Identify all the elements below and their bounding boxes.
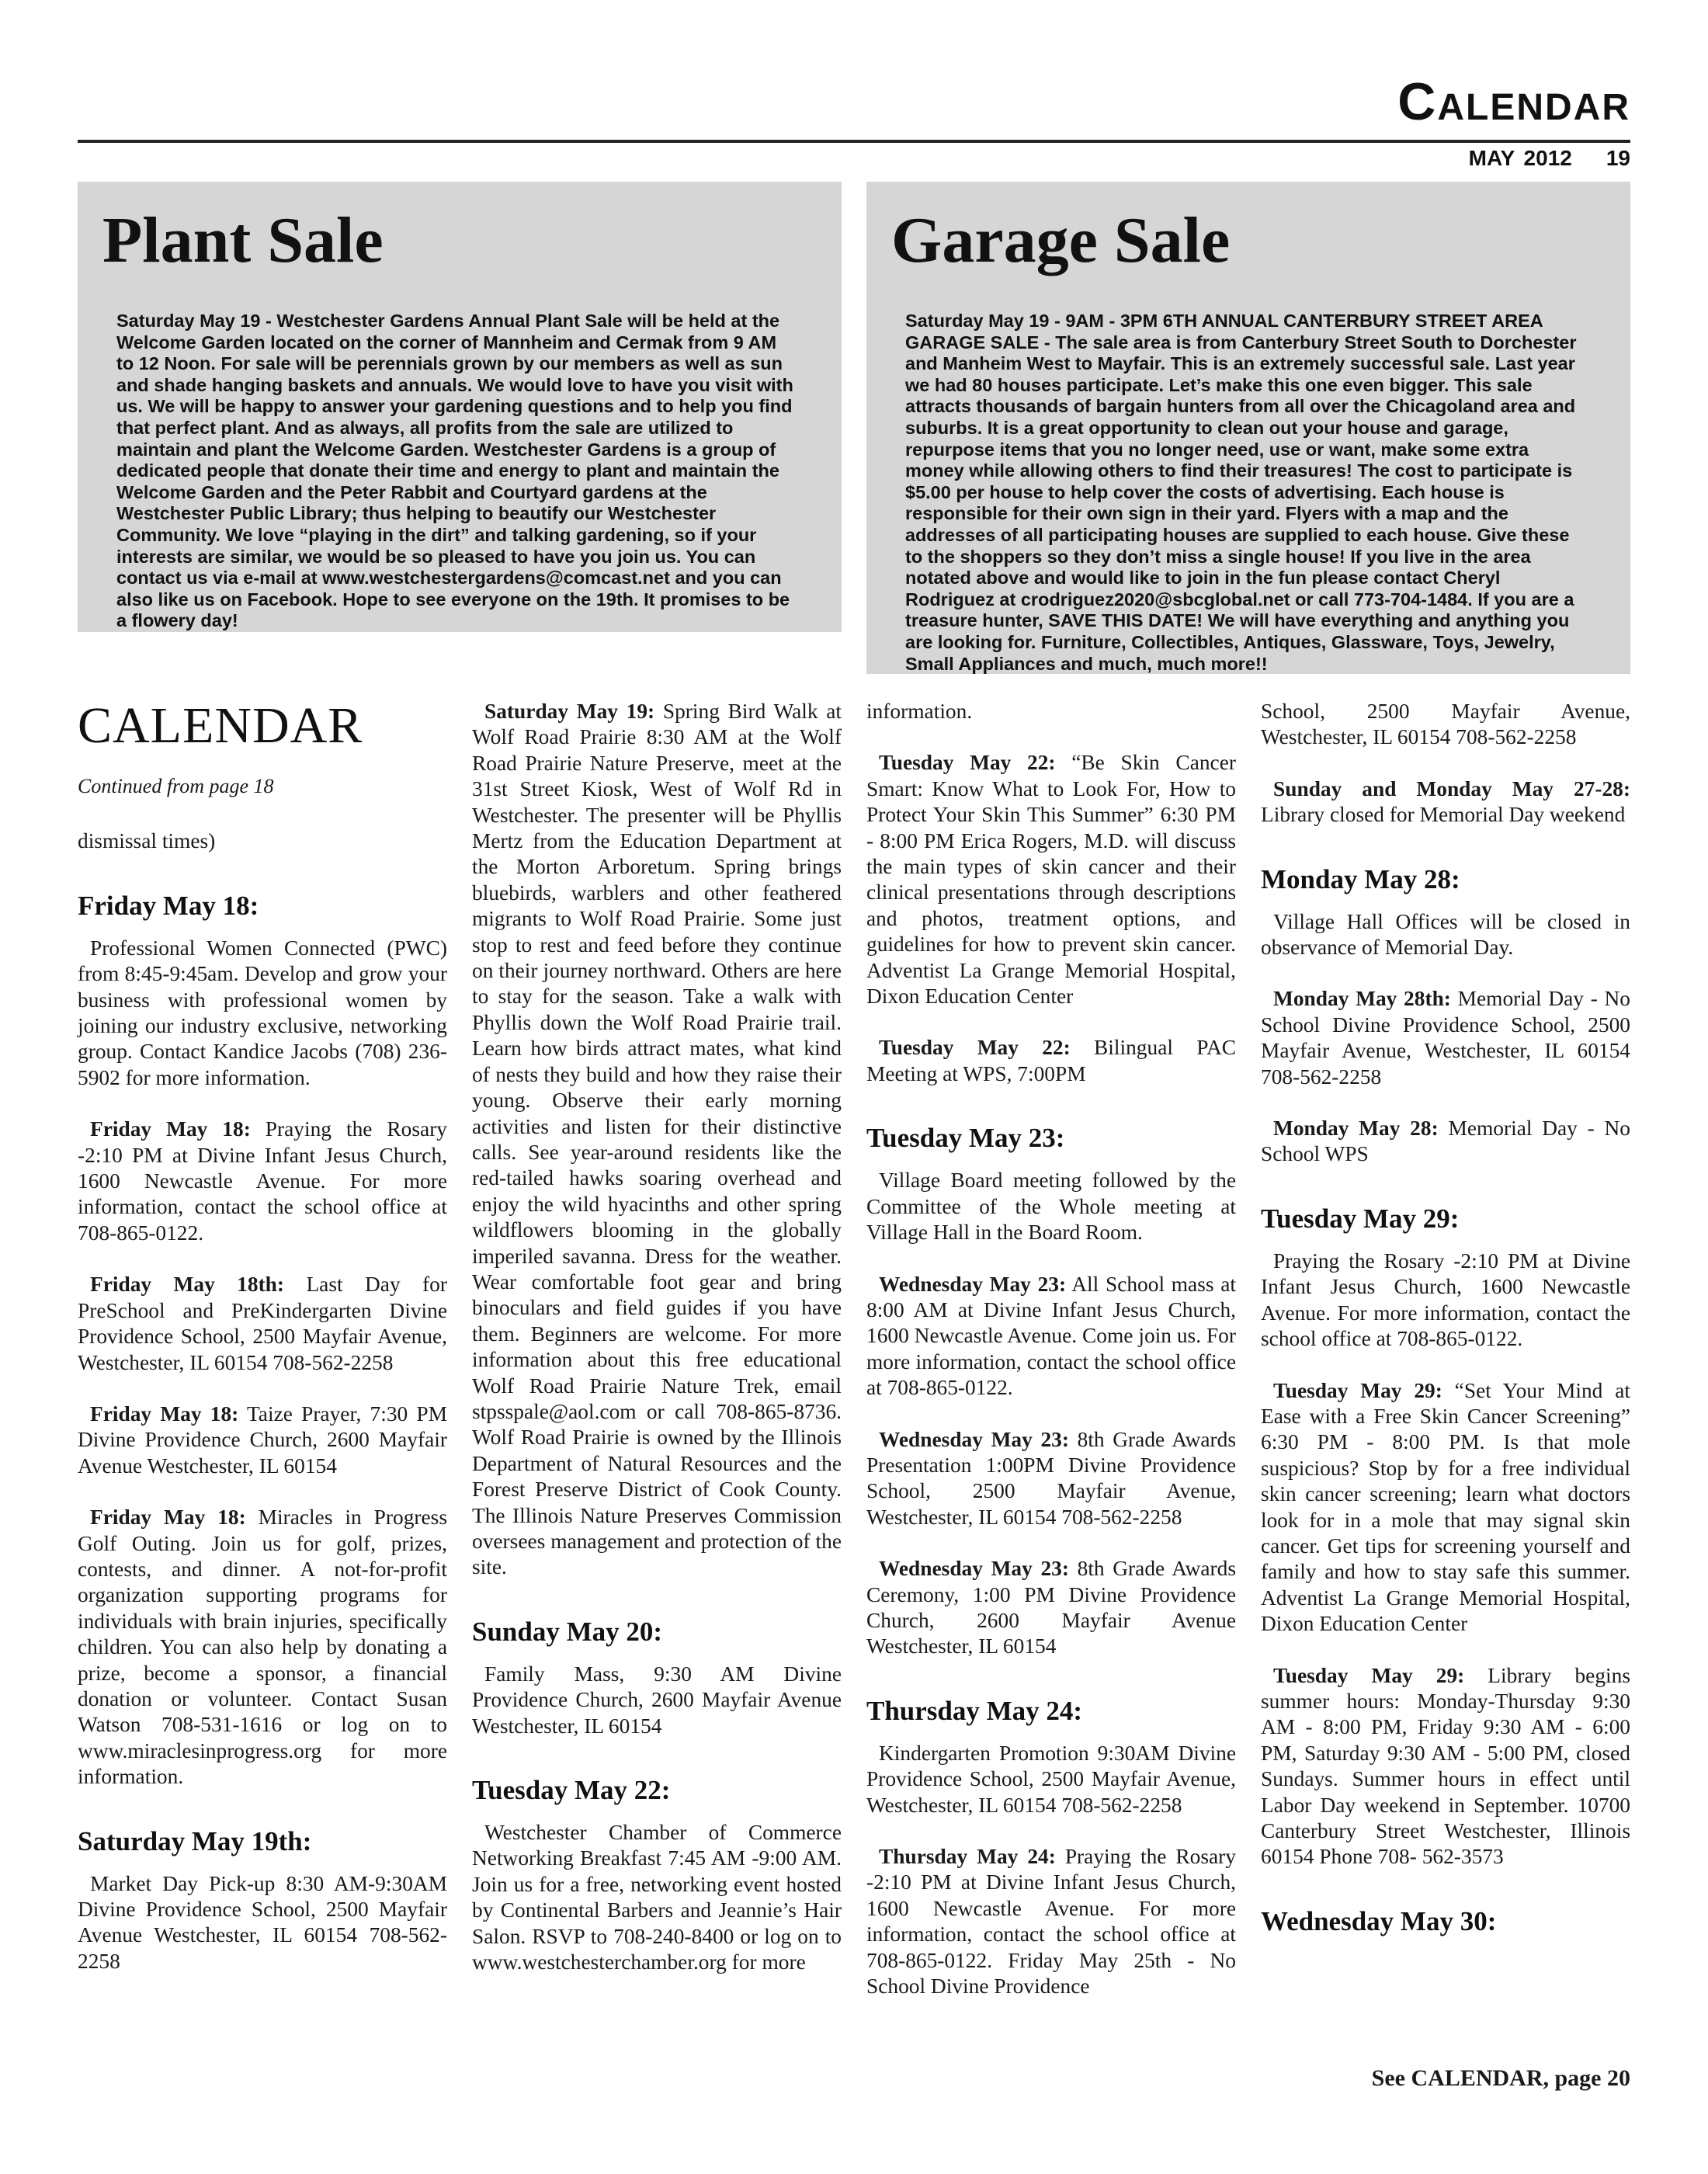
event-item (866, 750, 1236, 1009)
issue-date: MAY 2012 (1468, 146, 1572, 170)
heading-thursday-may-24: Thursday May 24: (866, 1695, 1083, 1726)
event-date: Friday May 18: (90, 1401, 239, 1426)
event-text: 8th Grade Awards Ceremony, 1:00 PM Divine Providence Church, 2600 Mayfair Avenue Westchester, IL 60154 (866, 1557, 1236, 1658)
plant-sale-box (78, 182, 842, 632)
event-text: Miracles in Progress Golf Outing. Join us for golf, prizes, contests, and dinner. A not-for-profit organization supporting programs for individuals with brain injuries, specifically children. You can also help by donating a prize, become a sponsor, a financial donation or volunteer. Contact Susan Watson 708-531-1616 or log on to www.miraclesinprogress.org for more information. (78, 1505, 447, 1789)
heading-sunday-may-20: Sunday May 20: (472, 1616, 663, 1647)
event-date: Sunday and Monday May 27-28: (1273, 776, 1630, 800)
event-item (1261, 986, 1630, 1090)
event-continuation: School, 2500 Mayfair Avenue, Westchester, IL 60154 708-562-2258 (1261, 700, 1630, 749)
event-date: Saturday May 19: (484, 700, 655, 723)
event-text: Last Day for PreSchool and PreKindergarten Divine Providence School, 2500 Mayfair Avenue, Westchester, IL 60154 708-562-2258 (78, 1273, 447, 1374)
event-item (866, 1272, 1236, 1401)
event-date: Friday May 18th: (90, 1273, 285, 1297)
event-date: Wednesday May 23: (879, 1272, 1067, 1296)
plant-sale-body: Saturday May 19 - Westchester Gardens Annual Plant Sale will be held at the Welcome Garden located on the corner of Mannheim and Cermak from 9 AM to 12 Noon. For sale will be perennials grown by our members as well as sun and shade hanging baskets and annuals. We would love to have you visit with us. We will be happy to answer your gardening questions and to help you find that perfect plant. And as always, all profits from the sale are utilized to maintain and plant the Welcome Garden. Westchester Gardens is a group of dedicated people that donate their time and energy to plant and maintain the Welcome Garden and the Peter Rabbit and Courtyard gardens at the Westchester Public Library; thus helping to beautify our Westchester Community. We love “playing in the dirt” and talking gardening, so if your interests are similar, we would be so pleased to have you join us. You can contact us via e-mail at www.westchestergardens@comcast.net and you can also like us on Facebook. Hope to see everyone on the 19th. It promises to be a flowery day! (116, 311, 793, 631)
event-item (1261, 776, 1630, 828)
calendar-title: CALENDAR (78, 697, 363, 754)
calendar-column-2 (472, 699, 842, 2001)
event-date: Tuesday May 22: (879, 751, 1056, 775)
event-item: Village Hall Offices will be closed in observance of Memorial Day. (1261, 909, 1630, 960)
event-item: Westchester Chamber of Commerce Networking Breakfast 7:45 AM -9:00 AM. Join us for a free, networking event hosted by Continental Barbers and Jeannie’s Hair Salon. RSVP to 708-240-8400 or log on to www.westchesterchamber.org for more (472, 1821, 842, 1974)
event-text: Taize Prayer, 7:30 PM Divine Providence Church, 2600 Mayfair Avenue Westchester, IL 60154 (78, 1401, 447, 1478)
calendar-column-4 (1261, 699, 1630, 1951)
heading-tuesday-may-23: Tuesday May 23: (866, 1123, 1065, 1154)
event-date: Friday May 18: (90, 1117, 251, 1141)
event-date: Thursday May 24: (879, 1845, 1056, 1868)
event-item (1261, 1663, 1630, 1870)
event-item (472, 699, 842, 1581)
heading-tuesday-may-22: Tuesday May 22: (472, 1775, 671, 1806)
event-date: Friday May 18: (90, 1505, 246, 1530)
event-text: Praying the Rosary -2:10 PM at Divine Infant Jesus Church, 1600 Newcastle Avenue. For more information, contact the school office at 708-865-0122. (78, 1117, 448, 1245)
heading-wednesday-may-30: Wednesday May 30: (1261, 1905, 1497, 1936)
event-text: 8th Grade Awards Presentation 1:00PM Divine Providence School, 2500 Mayfair Avenue, Westchester, IL 60154 708-562-2258 (866, 1427, 1236, 1529)
event-date: Tuesday May 29: (1273, 1378, 1442, 1402)
event-item (78, 1272, 447, 1376)
section-title: Calendar (1397, 72, 1630, 131)
heading-monday-may-28: Monday May 28: (1261, 863, 1460, 894)
heading-friday-may-18: Friday May 18: (78, 890, 259, 921)
event-item: Village Board meeting followed by the Committee of the Whole meeting at Village Hall in the Board Room. (866, 1169, 1236, 1245)
event-item (78, 1117, 447, 1246)
event-item: Praying the Rosary -2:10 PM at Divine Infant Jesus Church, 1600 Newcastle Avenue. For more information, contact the school office at 708-865-0122. (1261, 1248, 1630, 1351)
page-number: 19 (1606, 146, 1630, 170)
calendar-column-3 (866, 699, 1236, 2025)
event-item (866, 1844, 1236, 1999)
calendar-column-1 (78, 699, 447, 2000)
event-text: Library closed for Memorial Day weekend (1261, 803, 1626, 827)
event-text: Memorial Day - No School WPS (1261, 1117, 1631, 1166)
event-date: Wednesday May 23: (879, 1557, 1069, 1581)
issue-line (1469, 146, 1630, 171)
heading-saturday-may-19th: Saturday May 19th: (78, 1825, 312, 1856)
event-date: Monday May 28: (1273, 1117, 1439, 1141)
event-item (866, 1556, 1236, 1660)
event-date: Tuesday May 29: (1273, 1663, 1465, 1687)
continued-note: Continued from page 18 (78, 775, 274, 797)
event-text: Praying the Rosary -2:10 PM at Divine Infant Jesus Church, 1600 Newcastle Avenue. For more information, contact the school office at 708-865-0122. Friday May 25th - No School Divine Providence (866, 1845, 1236, 1999)
event-item: Market Day Pick-up 8:30 AM-9:30AM Divine Providence School, 2500 Mayfair Avenue Westchester, IL 60154 708-562-2258 (78, 1871, 447, 1973)
garage-sale-title: Garage Sale (891, 204, 1231, 276)
heading-tuesday-may-29: Tuesday May 29: (1261, 1203, 1460, 1234)
event-item: Professional Women Connected (PWC) from 8:45-9:45am. Develop and grow your business with professional women by joining our industry exclusive, networking group. Contact Kandice Jacobs (708) 236-5902 for more information. (78, 936, 447, 1089)
garage-sale-body: Saturday May 19 - 9AM - 3PM 6TH ANNUAL CANTERBURY STREET AREA GARAGE SALE - The sale area is from Canterbury Street South to Dorchester and Manheim West to Mayfair. This is an extremely successful sale. Last year we had 80 houses participate. Let’s make this one even bigger. This sale attracts thousands of bargain hunters from all over the Chicagoland area and suburbs. It is a great opportunity to clean out your house and garage, repurpose items that you no longer need, use or want, make some extra money while allowing others to find their treasures! The cost to participate is $5.00 per house to help cover the costs of advertising. Each house is responsible for their own sign in their yard. Flyers with a map and the addresses of all participating houses are supplied to each house. Give these to the shoppers so they don’t miss a single house! If you live in the area notated above and would like to join in the fun please contact Cheryl Rodriguez at crodriguez2020@sbcglobal.net or call 773-704-1484. If you are a treasure hunter, SAVE THIS DATE! We will have everything and anything you are looking for. Furniture, Collectibles, Antiques, Glassware, Toys, Jewelry, Small Appliances and much, much more!! (905, 311, 1577, 674)
event-item (866, 1035, 1236, 1087)
garage-sale-box (866, 182, 1630, 674)
event-text: Memorial Day - No School Divine Providence School, 2500 Mayfair Avenue, Westchester, IL 60154 708-562-2258 (1261, 987, 1630, 1089)
event-item (1261, 1378, 1630, 1637)
event-item: Kindergarten Promotion 9:30AM Divine Providence School, 2500 Mayfair Avenue, Westchester, IL 60154 708-562-2258 (866, 1741, 1236, 1817)
event-item: Family Mass, 9:30 AM Divine Providence Church, 2600 Mayfair Avenue Westchester, IL 60154 (472, 1662, 842, 1738)
event-text: Library begins summer hours: Monday-Thursday 9:30 AM - 8:00 PM, Friday 9:30 AM - 6:00 PM, Saturday 9:30 AM - 5:00 PM, closed Sundays. Summer hours in effect until Labor Day weekend in September. 10700 Canterbury Street Westchester, Illinois 60154 Phone 708- 562-3573 (1261, 1663, 1630, 1869)
event-text: All School mass at 8:00 AM at Divine Infant Jesus Church, 1600 Newcastle Avenue. Come join us. For more information, contact the school office at 708-865-0122. (866, 1272, 1236, 1400)
event-date: Tuesday May 22: (879, 1036, 1071, 1060)
event-date: Wednesday May 23: (879, 1427, 1069, 1451)
event-date: Monday May 28th: (1273, 987, 1451, 1011)
event-item (1261, 1116, 1630, 1168)
continued-on-page-link: See CALENDAR, page 20 (1371, 2065, 1630, 2091)
event-item (78, 1401, 447, 1479)
event-continuation: information. (866, 700, 973, 723)
plant-sale-title: Plant Sale (102, 204, 384, 276)
event-item (78, 1505, 447, 1790)
event-text: “Be Skin Cancer Smart: Know What to Look For, How to Protect Your Skin This Summer” 6:30 PM - 8:00 PM Erica Rogers, M.D. will discuss the main types of skin cancer and their clinical presentations through descriptions and photos, treatment options, and guidelines for how to prevent skin cancer. Adventist La Grange Memorial Hospital, Dixon Education Center (866, 751, 1236, 1009)
event-text: Bilingual PAC Meeting at WPS, 7:00PM (866, 1036, 1236, 1085)
event-item (866, 1427, 1236, 1531)
event-text: Spring Bird Walk at Wolf Road Prairie 8:30 AM at the Wolf Road Prairie Nature Preserve, meet at the 31st Street Kiosk, West of Wolf Rd in Westchester. The presenter will be Phyllis Mertz from the Education Department at the Morton Arboretum. Spring brings bluebirds, warblers and other feathered migrants to Wolf Road Prairie. Some just stop to rest and feed before they continue on their journey northward. Others are here to stay for the season. Take a walk with Phyllis down the Wolf Road Prairie trail. Learn how birds attract mates, what kind of nests they build and how they raise their young. Observe their early morning activities and listen for their distinctive calls. See year-around residents like the red-tailed hawks soaring overhead and enjoy the wild hyacinths and other spring wildflowers blooming in the globally imperiled savanna. Dress for the weather. Wear comfortable foot gear and bring binoculars and field guides if you have them. Beginners are welcome. For more information about this free educational Wolf Road Prairie Nature Trek, email stpsspale@aol.com or call 708-865-8736. Wolf Road Prairie is owned by the Illinois Department of Natural Resources and the Forest Preserve District of Cook County. The Illinois Nature Preserves Commission oversees management and protection of the site. (472, 700, 842, 1579)
header-rule (78, 140, 1630, 143)
calendar-intro: dismissal times) (78, 829, 216, 853)
event-text: “Set Your Mind at Ease with a Free Skin Cancer Screening” 6:30 PM - 8:00 PM. Is that mole suspicious? Stop by for a free individual skin cancer screening; learn what doctors look for in a mole that may signal skin cancer. Get tips for screening yourself and family and how to stay safe this summer. Adventist La Grange Memorial Hospital, Dixon Education Center (1261, 1378, 1630, 1636)
